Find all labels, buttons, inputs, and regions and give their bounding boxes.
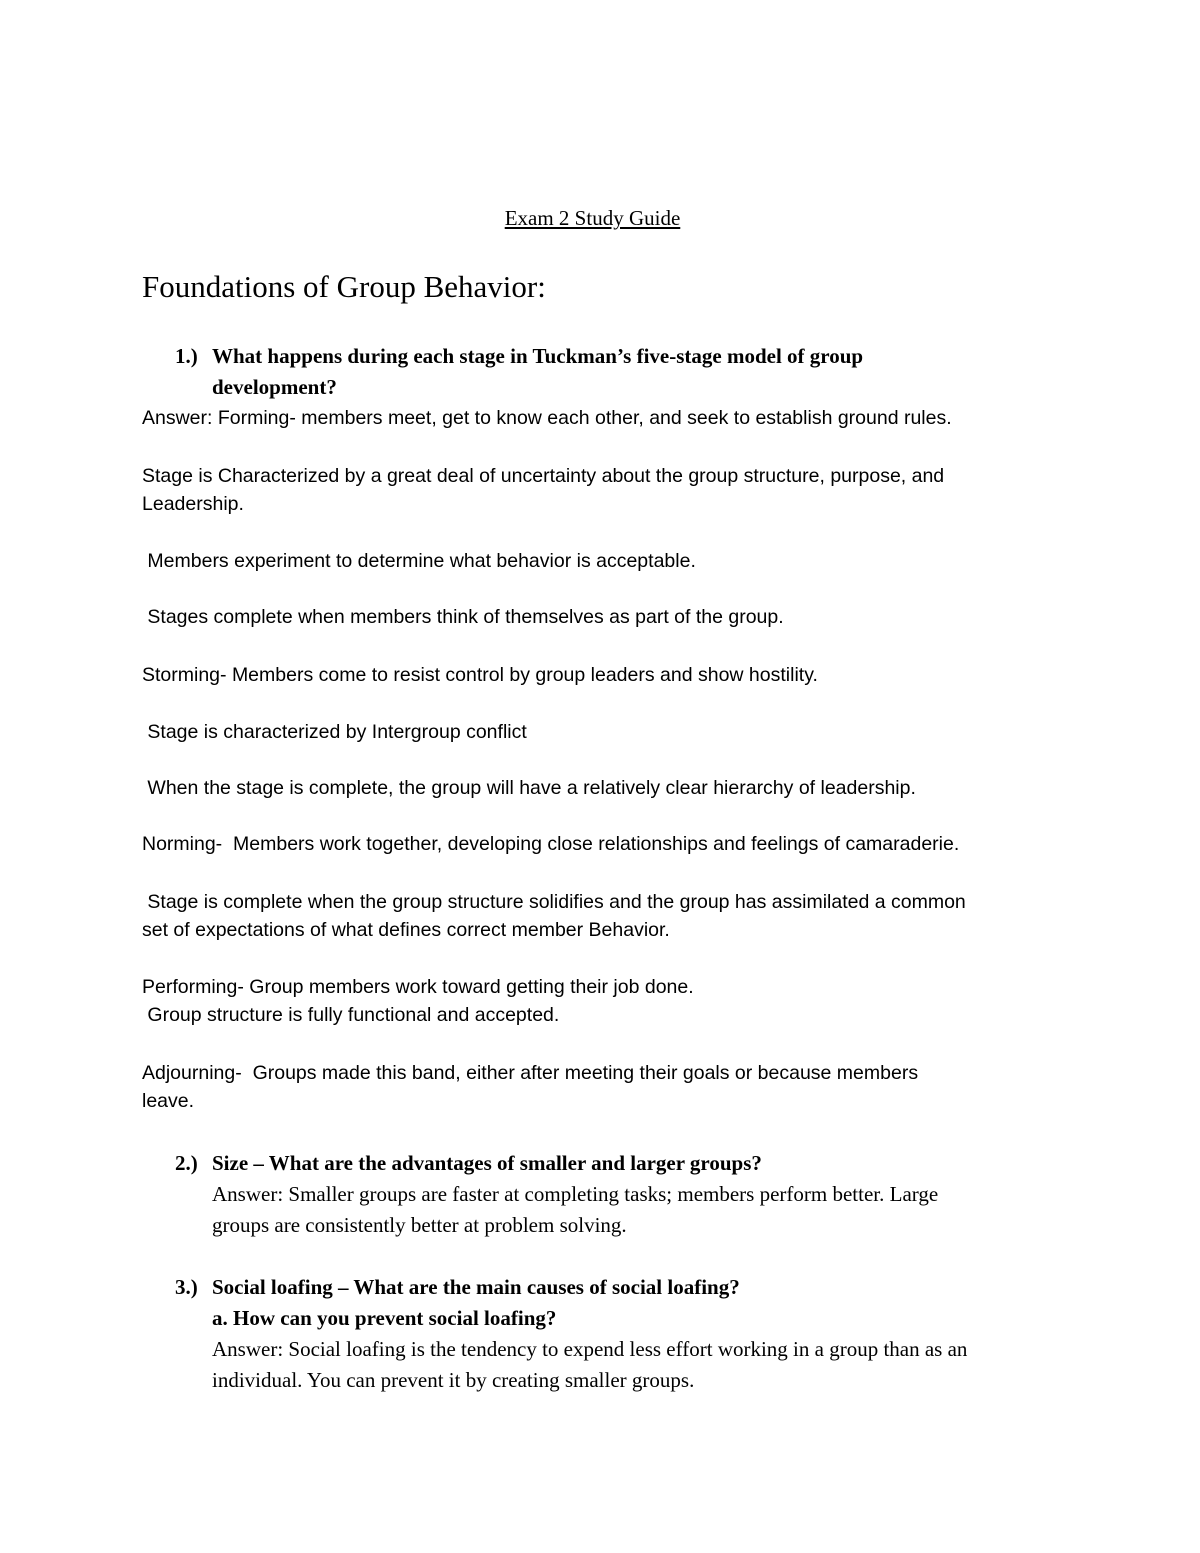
answer-line: Answer: Forming- members meet, get to know each other, and seek to establish ground rules. bbox=[142, 407, 952, 429]
question-number: 1.) bbox=[175, 344, 198, 368]
question-number: 3.) bbox=[175, 1275, 198, 1299]
answer-line: Norming- Members work together, developing close relationships and feelings of camaraderie. bbox=[142, 833, 960, 855]
answer-line: individual. You can prevent it by creating smaller groups. bbox=[212, 1368, 695, 1392]
answer-line: When the stage is complete, the group will have a relatively clear hierarchy of leadership. bbox=[142, 777, 916, 799]
answer-line: Storming- Members come to resist control by group leaders and show hostility. bbox=[142, 664, 818, 686]
answer-line: leave. bbox=[142, 1090, 195, 1112]
answer-line: Answer: Smaller groups are faster at completing tasks; members perform better. Large bbox=[212, 1182, 939, 1206]
answer-line: Adjourning- Groups made this band, either after meeting their goals or because members bbox=[142, 1062, 919, 1084]
answer-line: Stage is characterized by Intergroup conflict bbox=[142, 721, 527, 743]
answer-line: groups are consistently better at problem solving. bbox=[212, 1213, 627, 1237]
answer-line: Answer: Social loafing is the tendency to expend less effort working in a group than as an bbox=[212, 1337, 968, 1361]
answer-line: set of expectations of what defines correct member Behavior. bbox=[142, 919, 670, 941]
document-title: Exam 2 Study Guide bbox=[504, 206, 681, 230]
answer-line: Stages complete when members think of themselves as part of the group. bbox=[142, 606, 784, 628]
answer-line: Performing- Group members work toward getting their job done. bbox=[142, 976, 694, 998]
question-number: 2.) bbox=[175, 1151, 198, 1175]
answer-line: Group structure is fully functional and accepted. bbox=[142, 1004, 560, 1026]
answer-line: Members experiment to determine what behavior is acceptable. bbox=[142, 550, 696, 572]
answer-line: Stage is Characterized by a great deal of uncertainty about the group structure, purpose, and bbox=[142, 465, 945, 487]
answer-line: Leadership. bbox=[142, 493, 244, 515]
question-text-line: a. How can you prevent social loafing? bbox=[212, 1306, 557, 1330]
section-heading: Foundations of Group Behavior: bbox=[142, 269, 546, 304]
question-text-line: Size – What are the advantages of smaller and larger groups? bbox=[212, 1151, 762, 1175]
question-text-line: development? bbox=[212, 375, 337, 399]
question-text-line: What happens during each stage in Tuckman’s five-stage model of group bbox=[212, 344, 864, 368]
question-text-line: Social loafing – What are the main causes of social loafing? bbox=[212, 1275, 740, 1299]
answer-line: Stage is complete when the group structure solidifies and the group has assimilated a common bbox=[142, 891, 966, 913]
